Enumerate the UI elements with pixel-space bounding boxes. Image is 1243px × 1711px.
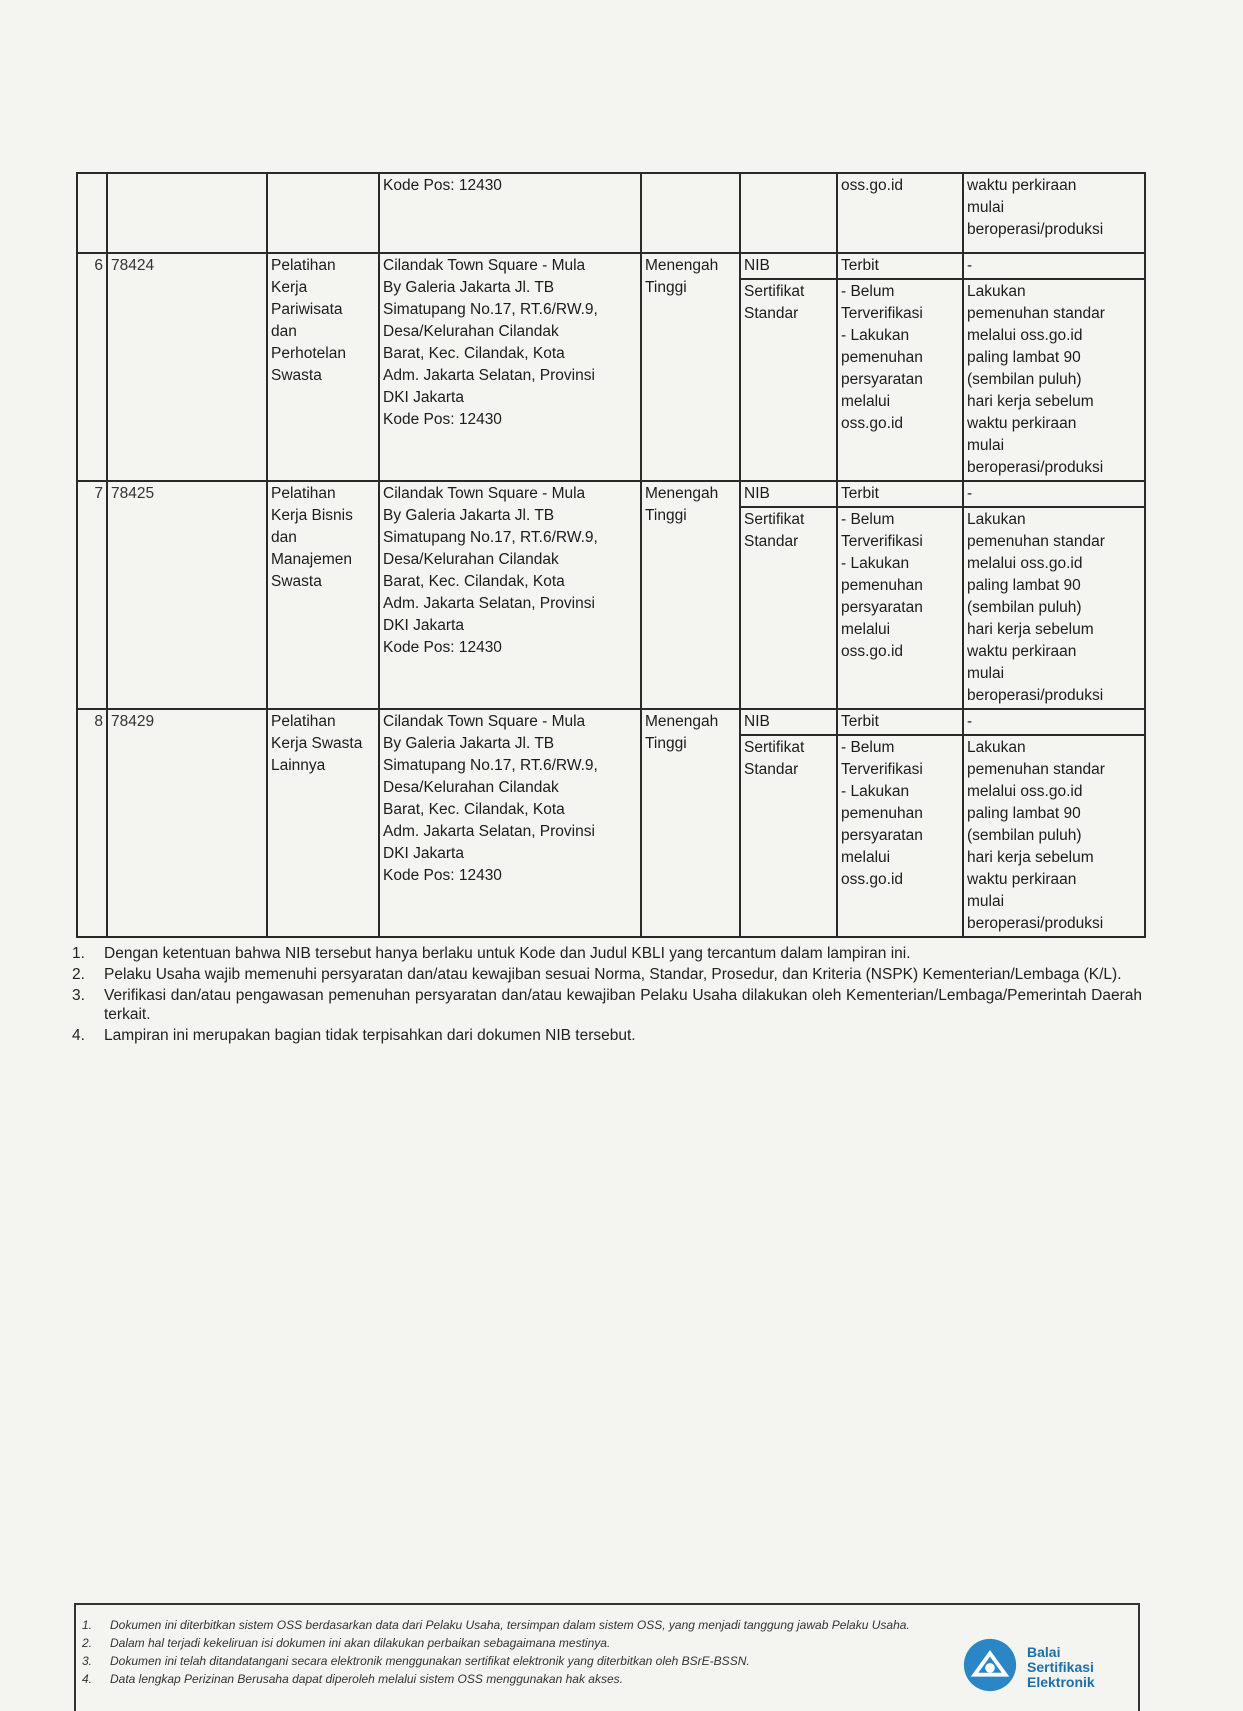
bsre-logo-icon [961, 1636, 1019, 1698]
kode-cell: 78429 [107, 709, 267, 937]
footer-note-number: 3. [82, 1654, 93, 1668]
lokasi-cell: Cilandak Town Square - Mula By Galeria Jakarta Jl. TB Simatupang No.17, RT.6/RW.9, Desa/Kelurahan Cilandak Barat, Kec. Cilandak, Kota Adm. Jakarta Selatan, Provinsi DKI Jakarta Kode Pos: 12430 [379, 253, 641, 481]
risiko-cell: Menengah Tinggi [641, 709, 740, 937]
note-text: Verifikasi dan/atau pengawasan pemenuhan persyaratan dan/atau kewajiban Pelaku Usaha dilakukan oleh Kementerian/Lembaga/Pemerintah Daerah terkait. [104, 987, 1142, 1023]
jenis-cell: Sertifikat Standar [740, 279, 837, 481]
tindakan-cell: - [963, 709, 1145, 735]
note-item [72, 944, 1142, 963]
judul-cell [267, 173, 379, 253]
table-row [77, 253, 1145, 279]
jenis-cell: Sertifikat Standar [740, 507, 837, 709]
table-row [77, 709, 1145, 735]
kode-cell: 78424 [107, 253, 267, 481]
footer-note-number: 2. [82, 1636, 93, 1650]
status-cell: Terbit [837, 481, 963, 507]
table-row [77, 481, 1145, 507]
notes-list [72, 944, 1142, 1047]
note-number: 1. [72, 945, 85, 962]
status-cell: Terbit [837, 253, 963, 279]
footer-note-item [82, 1653, 982, 1669]
jenis-cell [740, 173, 837, 253]
no-cell [77, 173, 107, 253]
jenis-cell: NIB [740, 709, 837, 735]
note-item [72, 986, 1142, 1024]
note-item [72, 965, 1142, 984]
footer-note-number: 4. [82, 1672, 93, 1686]
lokasi-cell: Cilandak Town Square - Mula By Galeria Jakarta Jl. TB Simatupang No.17, RT.6/RW.9, Desa/Kelurahan Cilandak Barat, Kec. Cilandak, Kota Adm. Jakarta Selatan, Provinsi DKI Jakarta Kode Pos: 12430 [379, 481, 641, 709]
kbli-table [76, 172, 1146, 938]
logo-line: Sertifikasi [1027, 1658, 1094, 1675]
status-cell: oss.go.id [837, 173, 963, 253]
footer-note-text: Dokumen ini diterbitkan sistem OSS berdasarkan data dari Pelaku Usaha, tersimpan dalam sistem OSS, yang menjadi tanggung jawab Pelaku Usaha. [110, 1618, 910, 1632]
jenis-cell: NIB [740, 481, 837, 507]
footer-note-text: Dalam hal terjadi kekeliruan isi dokumen ini akan dilakukan perbaikan sebagaimana mestinya. [110, 1636, 611, 1650]
judul-cell: Pelatihan Kerja Bisnis dan Manajemen Swasta [267, 481, 379, 709]
note-item [72, 1026, 1142, 1045]
note-number: 3. [72, 987, 85, 1004]
no-cell: 7 [77, 481, 107, 709]
judul-cell: Pelatihan Kerja Swasta Lainnya [267, 709, 379, 937]
tindakan-cell: Lakukan pemenuhan standar melalui oss.go.id paling lambat 90 (sembilan puluh) hari kerja sebelum waktu perkiraan mulai beroperasi/produksi [963, 279, 1145, 481]
tindakan-cell: Lakukan pemenuhan standar melalui oss.go.id paling lambat 90 (sembilan puluh) hari kerja sebelum waktu perkiraan mulai beroperasi/produksi [963, 735, 1145, 937]
tindakan-cell: - [963, 253, 1145, 279]
note-text: Dengan ketentuan bahwa NIB tersebut hanya berlaku untuk Kode dan Judul KBLI yang tercantum dalam lampiran ini. [104, 945, 911, 962]
tindakan-cell: Lakukan pemenuhan standar melalui oss.go.id paling lambat 90 (sembilan puluh) hari kerja sebelum waktu perkiraan mulai beroperasi/produksi [963, 507, 1145, 709]
logo-line: Elektronik [1027, 1673, 1095, 1690]
status-cell: Terbit [837, 709, 963, 735]
footer-notes [82, 1617, 982, 1689]
kode-cell: 78425 [107, 481, 267, 709]
lokasi-cell: Cilandak Town Square - Mula By Galeria Jakarta Jl. TB Simatupang No.17, RT.6/RW.9, Desa/Kelurahan Cilandak Barat, Kec. Cilandak, Kota Adm. Jakarta Selatan, Provinsi DKI Jakarta Kode Pos: 12430 [379, 709, 641, 937]
logo-line: Balai [1027, 1643, 1061, 1660]
footer-note-item [82, 1617, 982, 1633]
table-row [77, 173, 1145, 253]
kode-cell [107, 173, 267, 253]
note-text: Pelaku Usaha wajib memenuhi persyaratan dan/atau kewajiban sesuai Norma, Standar, Prosedur, dan Kriteria (NSPK) Kementerian/Lembaga (K/L). [104, 966, 1122, 983]
tindakan-cell: - [963, 481, 1145, 507]
judul-cell: Pelatihan Kerja Pariwisata dan Perhotelan Swasta [267, 253, 379, 481]
footer-note-text: Dokumen ini telah ditandatangani secara elektronik menggunakan sertifikat elektronik yang diterbitkan oleh BSrE-BSSN. [110, 1654, 750, 1668]
jenis-cell: Sertifikat Standar [740, 735, 837, 937]
tindakan-cell: waktu perkiraan mulai beroperasi/produksi [963, 173, 1145, 253]
risiko-cell: Menengah Tinggi [641, 253, 740, 481]
no-cell: 6 [77, 253, 107, 481]
footer-note-item [82, 1671, 982, 1687]
status-cell: - Belum Terverifikasi - Lakukan pemenuhan persyaratan melalui oss.go.id [837, 279, 963, 481]
risiko-cell: Menengah Tinggi [641, 481, 740, 709]
no-cell: 8 [77, 709, 107, 937]
lokasi-cell: Kode Pos: 12430 [379, 173, 641, 253]
bsre-logo [961, 1637, 1181, 1697]
bsre-logo-text [1027, 1645, 1095, 1690]
footer-note-text: Data lengkap Perizinan Berusaha dapat diperoleh melalui sistem OSS menggunakan hak akses. [110, 1672, 623, 1686]
note-number: 2. [72, 966, 85, 983]
footer-note-item [82, 1635, 982, 1651]
footer-note-number: 1. [82, 1618, 93, 1632]
risiko-cell [641, 173, 740, 253]
footer-box [74, 1603, 1140, 1711]
note-text: Lampiran ini merupakan bagian tidak terpisahkan dari dokumen NIB tersebut. [104, 1027, 636, 1044]
status-cell: - Belum Terverifikasi - Lakukan pemenuhan persyaratan melalui oss.go.id [837, 507, 963, 709]
jenis-cell: NIB [740, 253, 837, 279]
status-cell: - Belum Terverifikasi - Lakukan pemenuhan persyaratan melalui oss.go.id [837, 735, 963, 937]
note-number: 4. [72, 1027, 85, 1044]
